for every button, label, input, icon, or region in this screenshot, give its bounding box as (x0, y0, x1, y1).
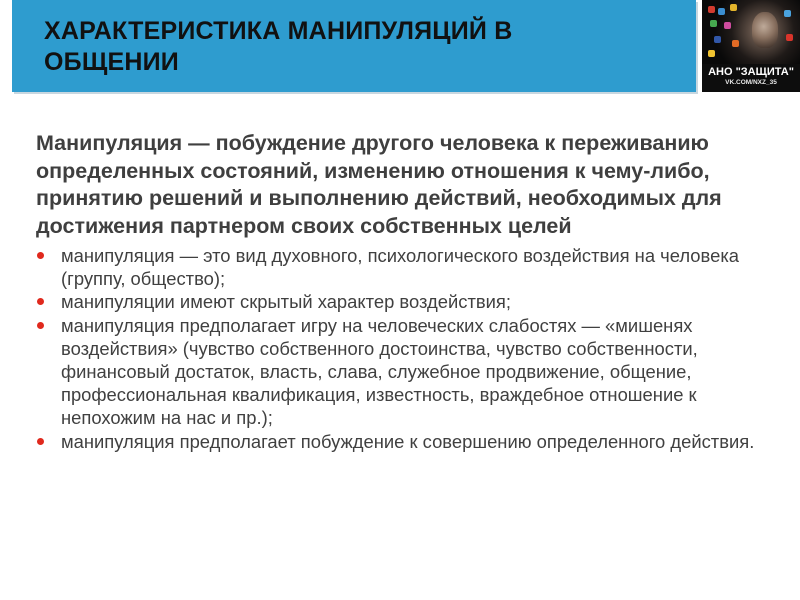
social-icon (714, 36, 721, 43)
logo-url: VK.COM/NXZ_35 (725, 79, 777, 86)
social-icon (724, 22, 731, 29)
social-icon (708, 50, 715, 57)
bullet-item (36, 290, 776, 313)
social-icon (718, 8, 725, 15)
bullet-item (36, 244, 776, 290)
social-icon (730, 4, 737, 11)
bullet-dot-icon (37, 438, 44, 445)
bullet-list (36, 244, 776, 453)
slide-title: ХАРАКТЕРИСТИКА МАНИПУЛЯЦИЙ В ОБЩЕНИИ (44, 17, 513, 76)
bullet-dot-icon (37, 322, 44, 329)
bullet-text: манипуляции имеют скрытый характер воздействия; (61, 291, 511, 313)
bullet-dot-icon (37, 252, 44, 259)
organization-logo (702, 0, 800, 92)
logo-photo (702, 0, 800, 64)
slide-content (36, 130, 776, 453)
social-icon (786, 34, 793, 41)
social-icon (708, 6, 715, 13)
definition-paragraph: Манипуляция — побуждение другого человека к переживанию определенных состояний, изменению отношения к чему-либо, принятию решений и выполнению действий, необходимых для достижения партнером своих собственных целей (36, 131, 722, 238)
title-banner (12, 0, 696, 92)
logo-name: АНО "ЗАЩИТА" (708, 66, 794, 78)
bullet-text: манипуляция предполагает побуждение к совершению определенного действия. (61, 430, 755, 452)
bullet-dot-icon (37, 298, 44, 305)
bullet-text: манипуляция предполагает игру на человеческих слабостях — «мишенях воздействия» (чувство собственного достоинства, чувство собственности, финансовый достаток, власть, слава, служебное продвижение, общение, профессиональная квалификация, известность, враждебное отношение к непохожим на нас и пр.); (61, 314, 698, 429)
bullet-item (36, 430, 776, 453)
bullet-item (36, 314, 776, 430)
social-icon (784, 10, 791, 17)
bullet-text: манипуляция — это вид духовного, психологического воздействия на человека (группу, общество); (61, 245, 739, 290)
child-face (752, 12, 778, 48)
social-icon (710, 20, 717, 27)
social-icon (732, 40, 739, 47)
